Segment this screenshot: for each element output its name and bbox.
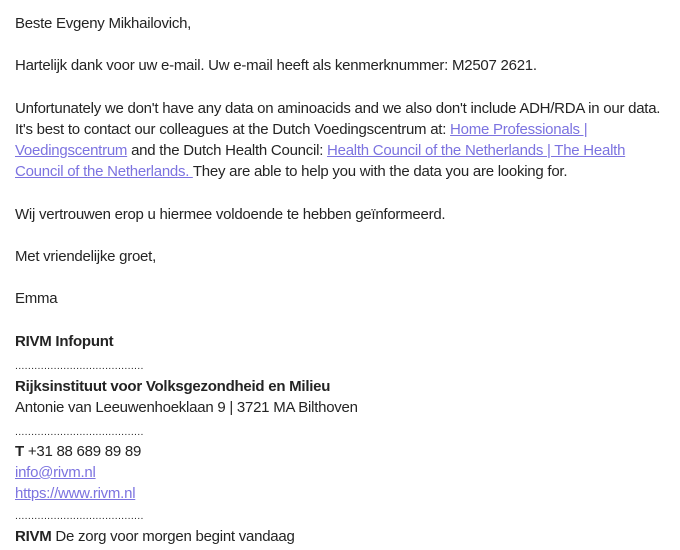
phone-number: +31 88 689 89 89 xyxy=(23,442,142,460)
signature-block xyxy=(15,331,662,548)
signature-org-full: Rijksinstituut voor Volksgezondheid en Milieu xyxy=(15,377,331,395)
signature-divider-2: ........................................ xyxy=(15,425,144,438)
voedingscentrum-link[interactable]: Home Professionals | Voedingscentrum xyxy=(15,120,588,160)
main-paragraph-text-3: They are able to help you with the data you are looking for. xyxy=(192,163,568,181)
tagline-text: De zorg voor morgen begint vandaag xyxy=(51,528,295,546)
signature-tagline xyxy=(15,526,662,547)
signature-address: Antonie van Leeuwenhoeklaan 9 | 3721 MA Bilthoven xyxy=(15,399,358,417)
informed-paragraph: Wij vertrouwen erop u hiermee voldoende te hebben geïnformeerd. xyxy=(15,205,446,223)
signature-phone xyxy=(15,441,662,462)
main-paragraph-text-1: Unfortunately we don't have any data on aminoacids and we also don't include ADH/RDA in our data. It's best to contact our colleagues at the Dutch Voedingscentrum at: xyxy=(15,99,661,138)
signature-website-row xyxy=(15,483,662,504)
signature-org-short: RIVM Infopunt xyxy=(15,332,114,350)
website-link[interactable]: https://www.rivm.nl xyxy=(15,485,136,503)
health-council-link[interactable]: Health Council of the Netherlands | The Health Council of the Netherlands. xyxy=(15,142,626,181)
signature-divider-3: ........................................ xyxy=(15,510,144,523)
thanks-paragraph: Hartelijk dank voor uw e-mail. Uw e-mail heeft als kenmerknummer: M2507 2621. xyxy=(15,57,537,75)
tagline-brand: RIVM xyxy=(15,528,52,546)
regards-paragraph: Met vriendelijke groet, xyxy=(15,248,156,266)
email-link[interactable]: info@rivm.nl xyxy=(15,463,96,481)
signature-email-row xyxy=(15,462,662,483)
greeting: Beste Evgeny Mikhailovich, xyxy=(15,15,192,32)
signature-divider-1: ........................................ xyxy=(15,359,144,372)
phone-label: T xyxy=(15,442,24,460)
main-paragraph-text-2: and the Dutch Health Council: xyxy=(127,142,328,160)
main-paragraph xyxy=(15,98,662,183)
sender-name: Emma xyxy=(15,290,58,308)
